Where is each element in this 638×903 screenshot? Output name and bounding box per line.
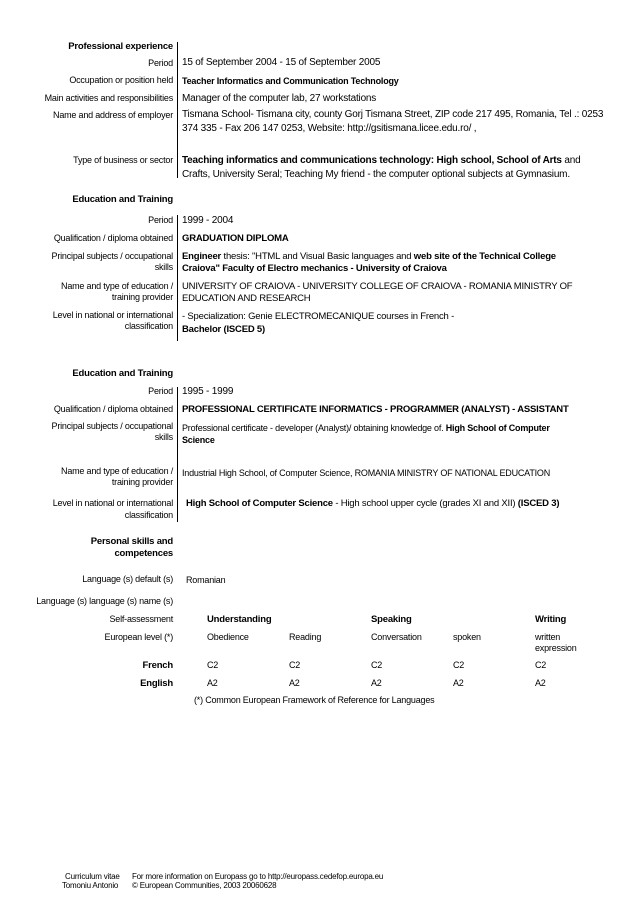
level-line-1 bbox=[186, 498, 559, 510]
period-value: 1995 - 1999 bbox=[182, 386, 234, 397]
level-cell: C2 bbox=[207, 660, 219, 670]
level-cell: C2 bbox=[535, 660, 547, 670]
section-heading-education-1: Education and Training bbox=[72, 194, 173, 205]
level-cell: A2 bbox=[207, 678, 218, 688]
level-cell: C2 bbox=[289, 660, 301, 670]
section-heading-skills-2: competences bbox=[114, 548, 173, 559]
provider-label-2: training provider bbox=[111, 477, 173, 487]
footer-cv-label: Curriculum vitae bbox=[65, 872, 120, 881]
provider-value: Industrial High School, of Computer Science, ROMANIA MINISTRY OF NATIONAL EDUCATION bbox=[182, 468, 551, 478]
provider-label-1: Name and type of education / bbox=[61, 281, 173, 291]
employer-label: Name and address of employer bbox=[53, 110, 173, 120]
subjects-line-2: Craiova" Faculty of Electro mechanics - University of Craiova bbox=[182, 263, 447, 274]
occupation-label: Occupation or position held bbox=[69, 75, 173, 85]
footer-name: Tomoniu Antonio bbox=[62, 881, 119, 890]
provider-label-1: Name and type of education / bbox=[61, 466, 173, 476]
column-divider bbox=[177, 215, 178, 341]
provider-label-2: training provider bbox=[111, 292, 173, 302]
level-cell: C2 bbox=[453, 660, 465, 670]
level-line-1: - Specialization: Genie ELECTROMECANIQUE courses in French - bbox=[182, 311, 455, 322]
subjects-bold: High School of Computer bbox=[445, 423, 550, 433]
column-divider bbox=[177, 42, 178, 178]
subjects-label-2: skills bbox=[154, 432, 173, 442]
section-heading-experience: Professional experience bbox=[68, 41, 173, 52]
period-label: Period bbox=[148, 386, 173, 396]
sub-written-2: expression bbox=[535, 643, 577, 653]
subjects-line-1 bbox=[182, 422, 550, 434]
level-line-2: Bachelor (ISCED 5) bbox=[182, 324, 265, 335]
subjects-bold-2: web site of the Technical College bbox=[413, 251, 556, 262]
column-understanding: Understanding bbox=[207, 614, 272, 625]
employer-line-1: Tismana School- Tismana city, county Gorj Tismana Street, ZIP code 217 495, Romania, Tel .: 0253 bbox=[182, 109, 604, 120]
language-name-english: English bbox=[140, 678, 173, 689]
self-assessment-label: Self-assessment bbox=[109, 614, 173, 624]
other-languages-label: Language (s) language (s) name (s) bbox=[36, 596, 173, 606]
level-cell: A2 bbox=[535, 678, 546, 688]
business-bold: Teaching informatics and communications technology: High school, School of Arts bbox=[182, 155, 562, 166]
period-label: Period bbox=[148, 58, 173, 68]
activities-label: Main activities and responsibilities bbox=[44, 93, 173, 103]
subjects-label-1: Principal subjects / occupational bbox=[51, 251, 173, 261]
subjects-normal-1: thesis: "HTML and Visual Basic languages and bbox=[221, 251, 414, 262]
sub-obedience: Obedience bbox=[207, 632, 249, 642]
footer-copyright: © European Communities, 2003 20060628 bbox=[132, 881, 277, 890]
qualification-value: GRADUATION DIPLOMA bbox=[182, 233, 289, 244]
subjects-line-2: Science bbox=[182, 435, 215, 445]
qualification-label: Qualification / diploma obtained bbox=[53, 233, 173, 243]
business-label: Type of business or sector bbox=[73, 155, 173, 165]
level-cell: A2 bbox=[371, 678, 382, 688]
sub-reading: Reading bbox=[289, 632, 322, 642]
occupation-value: Teacher Informatics and Communication Technology bbox=[182, 76, 399, 86]
column-writing: Writing bbox=[535, 614, 567, 625]
period-value: 15 of September 2004 - 15 of September 2005 bbox=[182, 57, 381, 68]
level-cell: A2 bbox=[453, 678, 464, 688]
subjects-normal: Professional certificate - developer (Analyst)/ obtaining knowledge of. bbox=[182, 423, 446, 433]
business-line-1 bbox=[182, 155, 580, 167]
subjects-line-1 bbox=[182, 251, 556, 263]
level-label-1: Level in national or international bbox=[52, 310, 173, 320]
section-heading-skills-1: Personal skills and bbox=[90, 536, 173, 547]
business-line-2: Crafts, University Seral; Teaching My friend - the computer optional subjects at Gymnasium. bbox=[182, 169, 570, 180]
subjects-bold-1: Engineer bbox=[182, 251, 222, 262]
level-normal: - High school upper cycle (grades XI and XII) bbox=[332, 498, 518, 509]
employer-line-2: 374 335 - Fax 206 147 0253, Website: http://gsitismana.licee.edu.ro/ , bbox=[182, 123, 477, 134]
qualification-label: Qualification / diploma obtained bbox=[53, 404, 173, 414]
column-divider bbox=[177, 387, 178, 522]
activities-value: Manager of the computer lab, 27 workstations bbox=[182, 93, 377, 104]
sub-conversation: Conversation bbox=[371, 632, 422, 642]
sub-written-1: written bbox=[535, 632, 561, 642]
level-label-2: classification bbox=[124, 510, 173, 520]
level-bold-1: High School of Computer Science bbox=[186, 498, 333, 509]
provider-line-2: EDUCATION AND RESEARCH bbox=[182, 293, 311, 304]
period-label: Period bbox=[148, 215, 173, 225]
language-name-french: French bbox=[142, 660, 173, 671]
level-bold-2: (ISCED 3) bbox=[517, 498, 560, 509]
sub-spoken: spoken bbox=[453, 632, 481, 642]
level-label-1: Level in national or international bbox=[52, 498, 173, 508]
european-level-label: European level (*) bbox=[104, 632, 173, 642]
level-cell: C2 bbox=[371, 660, 383, 670]
mother-tongue-value: Romanian bbox=[186, 575, 226, 585]
cefr-footnote: (*) Common European Framework of Reference for Languages bbox=[194, 695, 435, 705]
business-rest: and bbox=[561, 155, 581, 166]
level-cell: A2 bbox=[289, 678, 300, 688]
subjects-label-2: skills bbox=[154, 262, 173, 272]
qualification-value: PROFESSIONAL CERTIFICATE INFORMATICS - PROGRAMMER (ANALYST) - ASSISTANT bbox=[182, 404, 569, 415]
provider-line-1: UNIVERSITY OF CRAIOVA - UNIVERSITY COLLEGE OF CRAIOVA - ROMANIA MINISTRY OF bbox=[182, 281, 573, 292]
column-speaking: Speaking bbox=[371, 614, 412, 625]
mother-tongue-label: Language (s) default (s) bbox=[82, 574, 173, 584]
subjects-label-1: Principal subjects / occupational bbox=[51, 421, 173, 431]
period-value: 1999 - 2004 bbox=[182, 215, 234, 226]
footer-info: For more information on Europass go to http://europass.cedefop.europa.eu bbox=[132, 872, 384, 881]
level-label-2: classification bbox=[124, 321, 173, 331]
section-heading-education-2: Education and Training bbox=[72, 368, 173, 379]
